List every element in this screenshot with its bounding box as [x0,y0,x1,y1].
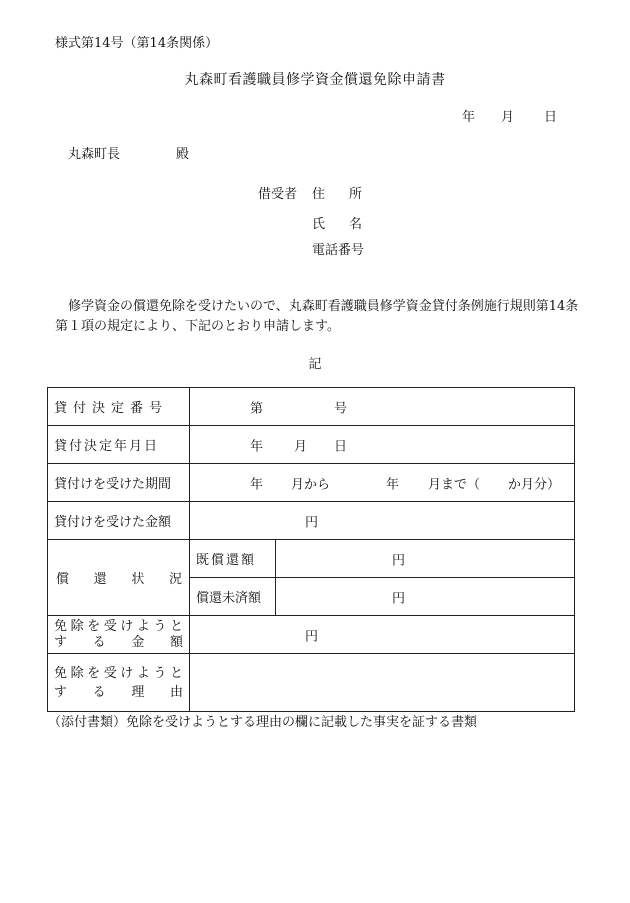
repaid-amount-value[interactable]: 円 [276,540,575,578]
document-title: 丸森町看護職員修学資金償還免除申請書 [184,72,446,88]
exempt-reason-value[interactable] [190,654,575,712]
table-row-loan-amount [48,502,575,540]
unpaid-amount-value[interactable]: 円 [276,578,575,616]
date-month: 月 [501,110,515,125]
application-statement: 修学資金の償還免除を受けたいので、丸森町看護職員修学資金貸付条例施行規則第14条第１項の規定により、下記のとおり申請します。 [55,299,579,334]
name-field-label: 氏 名 [312,217,363,232]
repaid-amount-label: 既償還額 [190,540,276,578]
address-field-label: 住 所 [312,187,363,202]
application-table [47,387,575,712]
addressee-name: 丸森町長 [68,147,121,162]
decision-number-label: 貸付決定番号 [48,388,190,426]
unpaid-amount-label: 償還未済額 [190,578,276,616]
date-day: 日 [544,110,558,125]
table-row-decision-number [48,388,575,426]
form-number: 様式第14号（第14条関係） [55,36,219,51]
table-row-repaid [48,540,575,578]
table-row-exempt-amount [48,616,575,654]
repayment-status-label: 償 還 状 況 [48,540,190,616]
table-row-loan-period [48,464,575,502]
date-year: 年 [462,110,476,125]
addressee-honorific: 殿 [176,147,190,162]
exempt-amount-value[interactable]: 円 [190,616,575,654]
loan-amount-value[interactable]: 円 [190,502,575,540]
table-row-exempt-reason [48,654,575,712]
exempt-reason-label: 免 除 を 受 け よ う と す る 理 由 [48,654,190,712]
exempt-amount-label: 免 除 を 受 け よ う と す る 金 額 [48,616,190,654]
loan-period-label: 貸付けを受けた期間 [48,464,190,502]
loan-period-value[interactable]: 年 月から 年 月まで（ か月分） [190,464,575,502]
date-line [462,106,557,125]
addressee [68,143,189,162]
attachments-note: （添付書類）免除を受けようとする理由の欄に記載した事実を証する書類 [48,715,478,730]
table-row-decision-date [48,426,575,464]
decision-number-value[interactable]: 第 号 [190,388,575,426]
phone-field-label: 電話番号 [312,243,365,258]
loan-amount-label: 貸付けを受けた金額 [48,502,190,540]
decision-date-value[interactable]: 年 月 日 [190,426,575,464]
decision-date-label: 貸付決定年月日 [48,426,190,464]
ki-heading: 記 [308,357,322,372]
borrower-label: 借受者 [258,187,298,202]
